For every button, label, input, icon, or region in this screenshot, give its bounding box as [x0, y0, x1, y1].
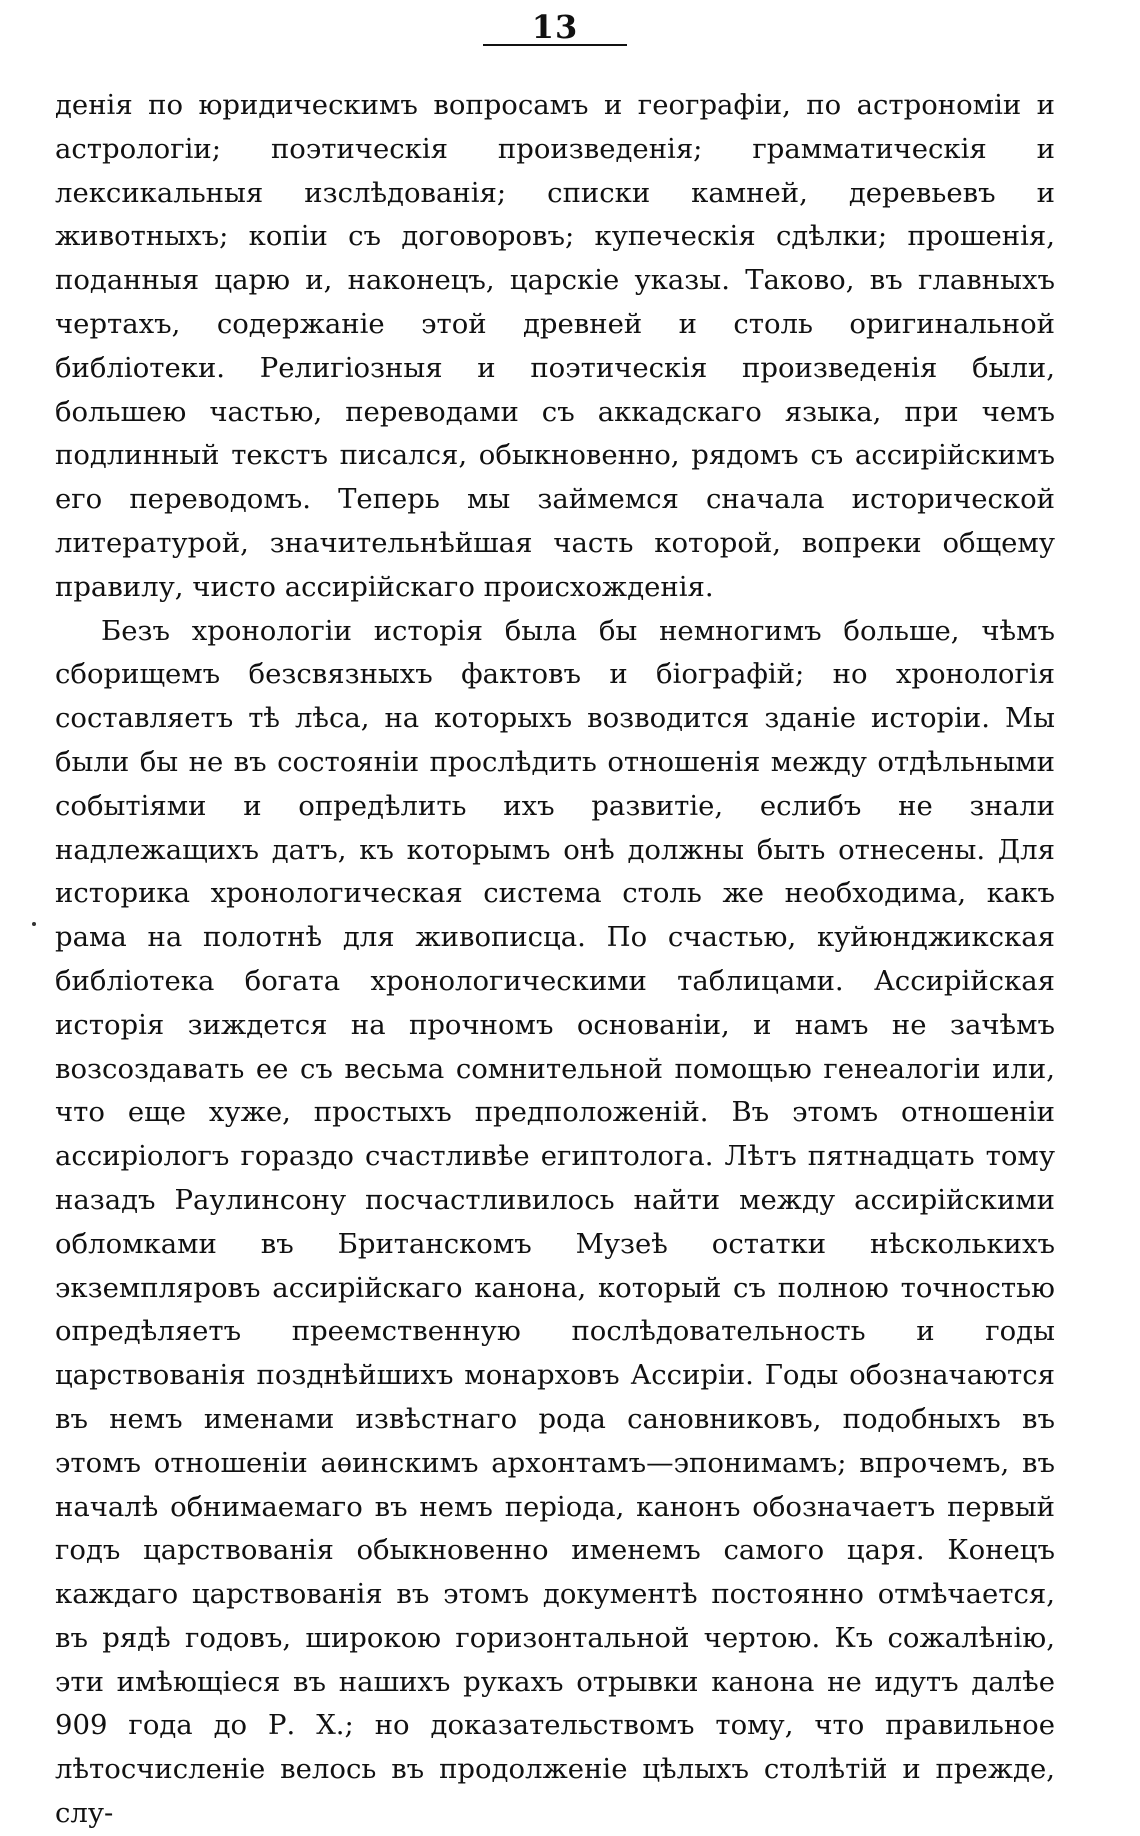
- book-page: [55, 0, 1055, 1830]
- paragraph-chronology: Безъ хронологіи исторія была бы немногимъ больше, чѣмъ сборищемъ безсвязныхъ фактовъ и біографій; но хронологія составляетъ тѣ лѣса, на которыхъ возводится зданіе исторіи. Мы были бы не въ состояніи прослѣдить отношенія между отдѣльными событіями и опредѣлить ихъ развитіе, еслибъ не знали надлежащихъ датъ, къ которымъ онѣ должны быть отнесены. Для историка хронологическая система столь же необходима, какъ рама на полотнѣ для живописца. По счастью, куйюнджикская библіотека богата хронологическими таблицами. Ассирійская исторія зиждется на прочномъ основаніи, и намъ не зачѣмъ возсоздавать ее съ весьма сомнительной помощью генеалогіи или, что еще хуже, простыхъ предположеній. Въ этомъ отношеніи ассиріологъ гораздо счастливѣе египтолога. Лѣтъ пятнадцать тому назадъ Раулинсону посчастливилось найти между ассирійскими обломками въ Британскомъ Музеѣ остатки нѣсколькихъ экземпляровъ ассирійскаго канона, который съ полною точностью опредѣляетъ преемственную послѣдовательность и годы царствованія позднѣйшихъ монарховъ Ассиріи. Годы обозначаются въ немъ именами извѣстнаго рода сановниковъ, подобныхъ въ этомъ отношеніи аѳинскимъ архонтамъ—эпонимамъ; впрочемъ, въ началѣ обнимаемаго въ немъ періода, канонъ обозначаетъ первый годъ царствованія обыкновенно именемъ самого царя. Конецъ каждаго царствованія въ этомъ документѣ постоянно отмѣчается, въ рядѣ годовъ, широкою горизонтальной чертою. Къ сожалѣнію, эти имѣющіеся въ нашихъ рукахъ отрывки канона не идутъ далѣе 909 года до Р. Х.; но доказательствомъ тому, что правильное лѣтосчисленіе велось въ продолженіе цѣлыхъ столѣтій и прежде, слу-: [55, 614, 1055, 1830]
- body-text: [55, 84, 1055, 1836]
- header-rule: [483, 44, 627, 46]
- paragraph-continued: денія по юридическимъ вопросамъ и географіи, по астрономіи и астрологіи; поэтическія произведенія; грамматическія и лексикальныя изслѣдованія; списки камней, деревьевъ и животныхъ; копіи съ договоровъ; купеческія сдѣлки; прошенія, поданныя царю и, наконецъ, царскіе указы. Таково, въ главныхъ чертахъ, содержаніе этой древней и столь оригинальной библіотеки. Религіозныя и поэтическія произведенія были, большею частью, переводами съ аккадскаго языка, при чемъ подлинный текстъ писался, обыкновенно, рядомъ съ ассирійскимъ его переводомъ. Теперь мы займемся сначала исторической литературой, значительнѣйшая часть которой, вопреки общему правилу, чисто ассирійскаго происхожденія.: [55, 89, 1055, 603]
- page-number: 13: [531, 8, 579, 46]
- margin-speck: [32, 922, 36, 926]
